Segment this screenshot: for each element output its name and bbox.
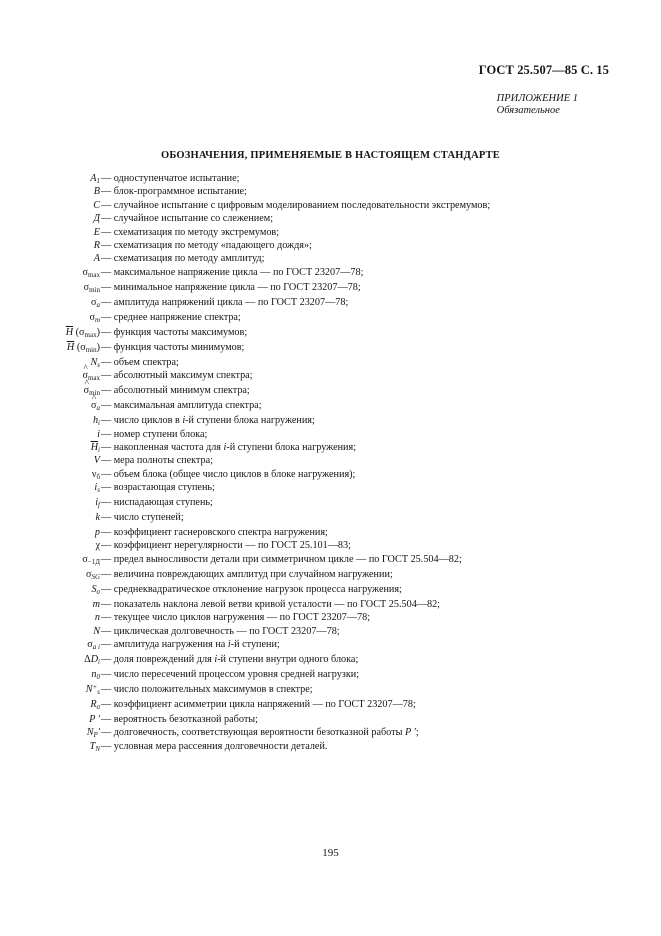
glossary-definition: — абсолютный максимум спектра; xyxy=(101,370,253,382)
glossary-entry xyxy=(0,441,661,454)
glossary-symbol: $h_i$ xyxy=(92,415,100,428)
glossary-definition: — блок-программное испытание; xyxy=(101,186,247,198)
glossary-definition: — число пересечений процессом уровня средней нагрузки; xyxy=(101,669,360,681)
glossary-definition: — абсолютный минимум спектра; xyxy=(101,385,250,397)
glossary-entry xyxy=(0,481,661,496)
glossary-symbol: $i_s$ xyxy=(94,482,100,495)
glossary-entry xyxy=(0,199,661,212)
glossary-entry xyxy=(0,668,661,683)
glossary-symbol: $\sigma_{SG}$ xyxy=(85,568,100,581)
glossary-definition: — текущее число циклов нагружения — по ГОСТ 23207—78; xyxy=(101,612,371,624)
glossary-symbol: $\sigma_{-1Д}$ xyxy=(82,553,100,566)
glossary-definition: — величина повреждающих амплитуд при случайном нагружении; xyxy=(101,568,393,580)
glossary-symbol: Д xyxy=(93,213,100,225)
glossary-symbol: R xyxy=(93,239,100,251)
glossary-symbol: $\sigma_{min}$ xyxy=(83,281,100,294)
glossary-entry xyxy=(0,281,661,296)
glossary-symbol: C xyxy=(93,199,100,211)
glossary-definition: — циклическая долговечность — по ГОСТ 23207—78; xyxy=(101,625,340,637)
glossary-definition: — схематизация по методу амплитуд; xyxy=(101,253,265,265)
glossary-symbol: $n_0$ xyxy=(91,669,100,682)
glossary-definition: — амплитуда нагружения на i-й ступени; xyxy=(101,639,280,651)
glossary-definition: — возрастающая ступень; xyxy=(101,482,215,494)
glossary-entry xyxy=(0,740,661,753)
glossary-entry xyxy=(0,468,661,481)
glossary-symbol: $\overline{H}$ $(\sigma_{max})$ xyxy=(65,326,100,339)
glossary-symbol: $\overline{H}$ $(\sigma_{min})$ xyxy=(66,341,100,354)
glossary-definition: — предел выносливости детали при симметричном цикле — по ГОСТ 25.504—82; xyxy=(101,553,462,565)
glossary-definition: — долговечность, соответствующая вероятности безотказной работы P ′; xyxy=(101,727,419,739)
glossary-symbol: p xyxy=(94,527,100,539)
glossary-symbol: $\sigma_m$ xyxy=(89,311,100,324)
glossary-symbol: B xyxy=(93,186,100,198)
glossary-symbol: E xyxy=(93,226,100,238)
glossary-symbol: χ xyxy=(95,540,100,552)
appendix-status: Обязательное xyxy=(496,105,560,116)
glossary-symbol: A xyxy=(93,253,100,265)
glossary-definition: — случайное испытание со слежением; xyxy=(101,213,274,225)
glossary-definition: — коэффициент гаснеровского спектра нагружения; xyxy=(101,527,328,539)
glossary-symbol: $T_N$ xyxy=(89,740,100,753)
glossary-symbol: $N^+_s$ xyxy=(85,683,100,697)
glossary-definition: — число ступеней; xyxy=(101,512,184,524)
glossary-symbol: $S_\sigma$ xyxy=(91,583,100,596)
glossary-entry xyxy=(0,611,661,624)
glossary-entry xyxy=(0,553,661,568)
glossary-symbol: $\overline{H}_i$ xyxy=(90,441,100,454)
glossary-symbol: $\sigma_{a i}$ xyxy=(87,639,100,652)
glossary-entry xyxy=(0,212,661,225)
glossary-definition: — объем спектра; xyxy=(101,356,179,368)
glossary-definition: — среднеквадратическое отклонение нагрузок процесса нагружения; xyxy=(101,583,402,595)
glossary-definition: — накопленная частота для i-й ступени блока нагружения; xyxy=(101,441,357,453)
glossary-symbol: $\sigma_{max}$ xyxy=(82,266,100,279)
glossary-entry xyxy=(0,625,661,638)
page-title: ОБОЗНАЧЕНИЯ, ПРИМЕНЯЕМЫЕ В НАСТОЯЩЕМ СТАНДАРТЕ xyxy=(160,150,500,161)
glossary-entry xyxy=(0,341,661,356)
glossary-entry xyxy=(0,252,661,265)
glossary-entry xyxy=(0,683,661,698)
glossary-symbol: P ′ xyxy=(89,714,100,726)
glossary-entry xyxy=(0,598,661,611)
glossary-symbol: k xyxy=(95,512,100,524)
glossary-symbol: m xyxy=(92,598,100,610)
glossary-definition: — коэффициент асимметрии цикла напряжений — по ГОСТ 23207—78; xyxy=(101,699,416,711)
glossary-symbol: n xyxy=(94,612,100,624)
glossary-entry xyxy=(0,266,661,281)
glossary-definition: — мера полноты спектра; xyxy=(101,455,213,467)
glossary-entry xyxy=(0,172,661,185)
glossary-entry xyxy=(0,185,661,198)
glossary-entry xyxy=(0,454,661,467)
glossary-entry xyxy=(0,356,661,369)
glossary-definition: — одноступенчатое испытание; xyxy=(101,173,240,184)
glossary-symbol: $R_\sigma$ xyxy=(90,699,100,712)
glossary-symbol: $N_s$ xyxy=(90,356,100,369)
glossary-definition: — функция частоты минимумов; xyxy=(101,341,245,353)
glossary-definition: — доля повреждений для i-й ступени внутри одного блока; xyxy=(101,654,359,666)
glossary-symbol: $\nu_б$ xyxy=(91,468,100,481)
glossary-definition: — вероятность безотказной работы; xyxy=(101,714,258,726)
glossary-symbol: ^ $\sigma_{min}$ xyxy=(84,384,100,397)
glossary-entry xyxy=(0,326,661,341)
glossary-definition: — максимальное напряжение цикла — по ГОСТ 23207—78; xyxy=(101,266,364,278)
glossary-entry xyxy=(0,539,661,552)
glossary-symbol: $\Delta D_i$ xyxy=(84,654,100,667)
glossary-entry xyxy=(0,399,661,414)
glossary-definition: — схематизация по методу «падающего дождя»; xyxy=(101,239,312,251)
glossary-symbol: $N_P'$ xyxy=(86,727,100,740)
glossary-entry xyxy=(0,713,661,726)
document-code-header: ГОСТ 25.507—85 С. 15 xyxy=(478,63,609,77)
glossary-entry xyxy=(0,496,661,511)
glossary-definition: — схематизация по методу экстремумов; xyxy=(101,226,280,238)
glossary-entry xyxy=(0,638,661,653)
glossary-symbol: $i_f$ xyxy=(95,497,100,510)
glossary-entry xyxy=(0,511,661,526)
glossary-definition: — число положительных максимумов в спектре; xyxy=(101,684,313,696)
glossary-definition: — показатель наклона левой ветви кривой усталости — по ГОСТ 25.504—82; xyxy=(101,598,440,610)
symbols-glossary xyxy=(0,172,661,753)
glossary-entry xyxy=(0,226,661,239)
glossary-definition: — номер ступени блока; xyxy=(101,428,208,440)
glossary-definition: — число циклов в i-й ступени блока нагружения; xyxy=(101,415,315,427)
glossary-symbol: $\sigma_a$ xyxy=(91,296,100,309)
glossary-symbol: ^ $\sigma_a$ xyxy=(91,399,100,412)
glossary-entry xyxy=(0,583,661,598)
glossary-symbol: V xyxy=(93,455,100,467)
glossary-entry xyxy=(0,414,661,427)
glossary-definition: — условная мера рассеяния долговечности деталей. xyxy=(101,740,328,752)
glossary-definition: — среднее напряжение спектра; xyxy=(101,311,241,323)
glossary-entry xyxy=(0,428,661,441)
glossary-symbol: $A_1$ xyxy=(90,173,100,185)
glossary-definition: — амплитуда напряжений цикла — по ГОСТ 23207—78; xyxy=(101,296,349,308)
glossary-entry xyxy=(0,369,661,384)
glossary-definition: — минимальное напряжение цикла — по ГОСТ 23207—78; xyxy=(101,281,361,293)
page-number: 195 xyxy=(322,847,339,859)
glossary-symbol: ^ $\sigma_{max}$ xyxy=(82,369,100,382)
glossary-definition: — максимальная амплитуда спектра; xyxy=(101,400,262,412)
glossary-definition: — ниспадающая ступень; xyxy=(101,497,213,509)
glossary-symbol: i xyxy=(97,428,100,440)
glossary-entry xyxy=(0,653,661,668)
glossary-entry xyxy=(0,384,661,399)
glossary-definition: — функция частоты максимумов; xyxy=(101,326,248,338)
glossary-entry xyxy=(0,568,661,583)
glossary-definition: — объем блока (общее число циклов в блоке нагружения); xyxy=(101,468,356,480)
glossary-entry xyxy=(0,239,661,252)
appendix-number: ПРИЛОЖЕНИЕ 1 xyxy=(496,93,578,104)
appendix-label-block xyxy=(497,93,578,117)
glossary-entry xyxy=(0,726,661,739)
glossary-entry xyxy=(0,296,661,311)
glossary-entry xyxy=(0,698,661,713)
glossary-symbol: N xyxy=(93,625,100,637)
glossary-definition: — случайное испытание с цифровым моделированием последовательности экстремумов; xyxy=(101,199,491,211)
glossary-entry xyxy=(0,526,661,539)
glossary-definition: — коэффициент нерегулярности — по ГОСТ 25.101—83; xyxy=(101,540,351,552)
glossary-entry xyxy=(0,311,661,326)
